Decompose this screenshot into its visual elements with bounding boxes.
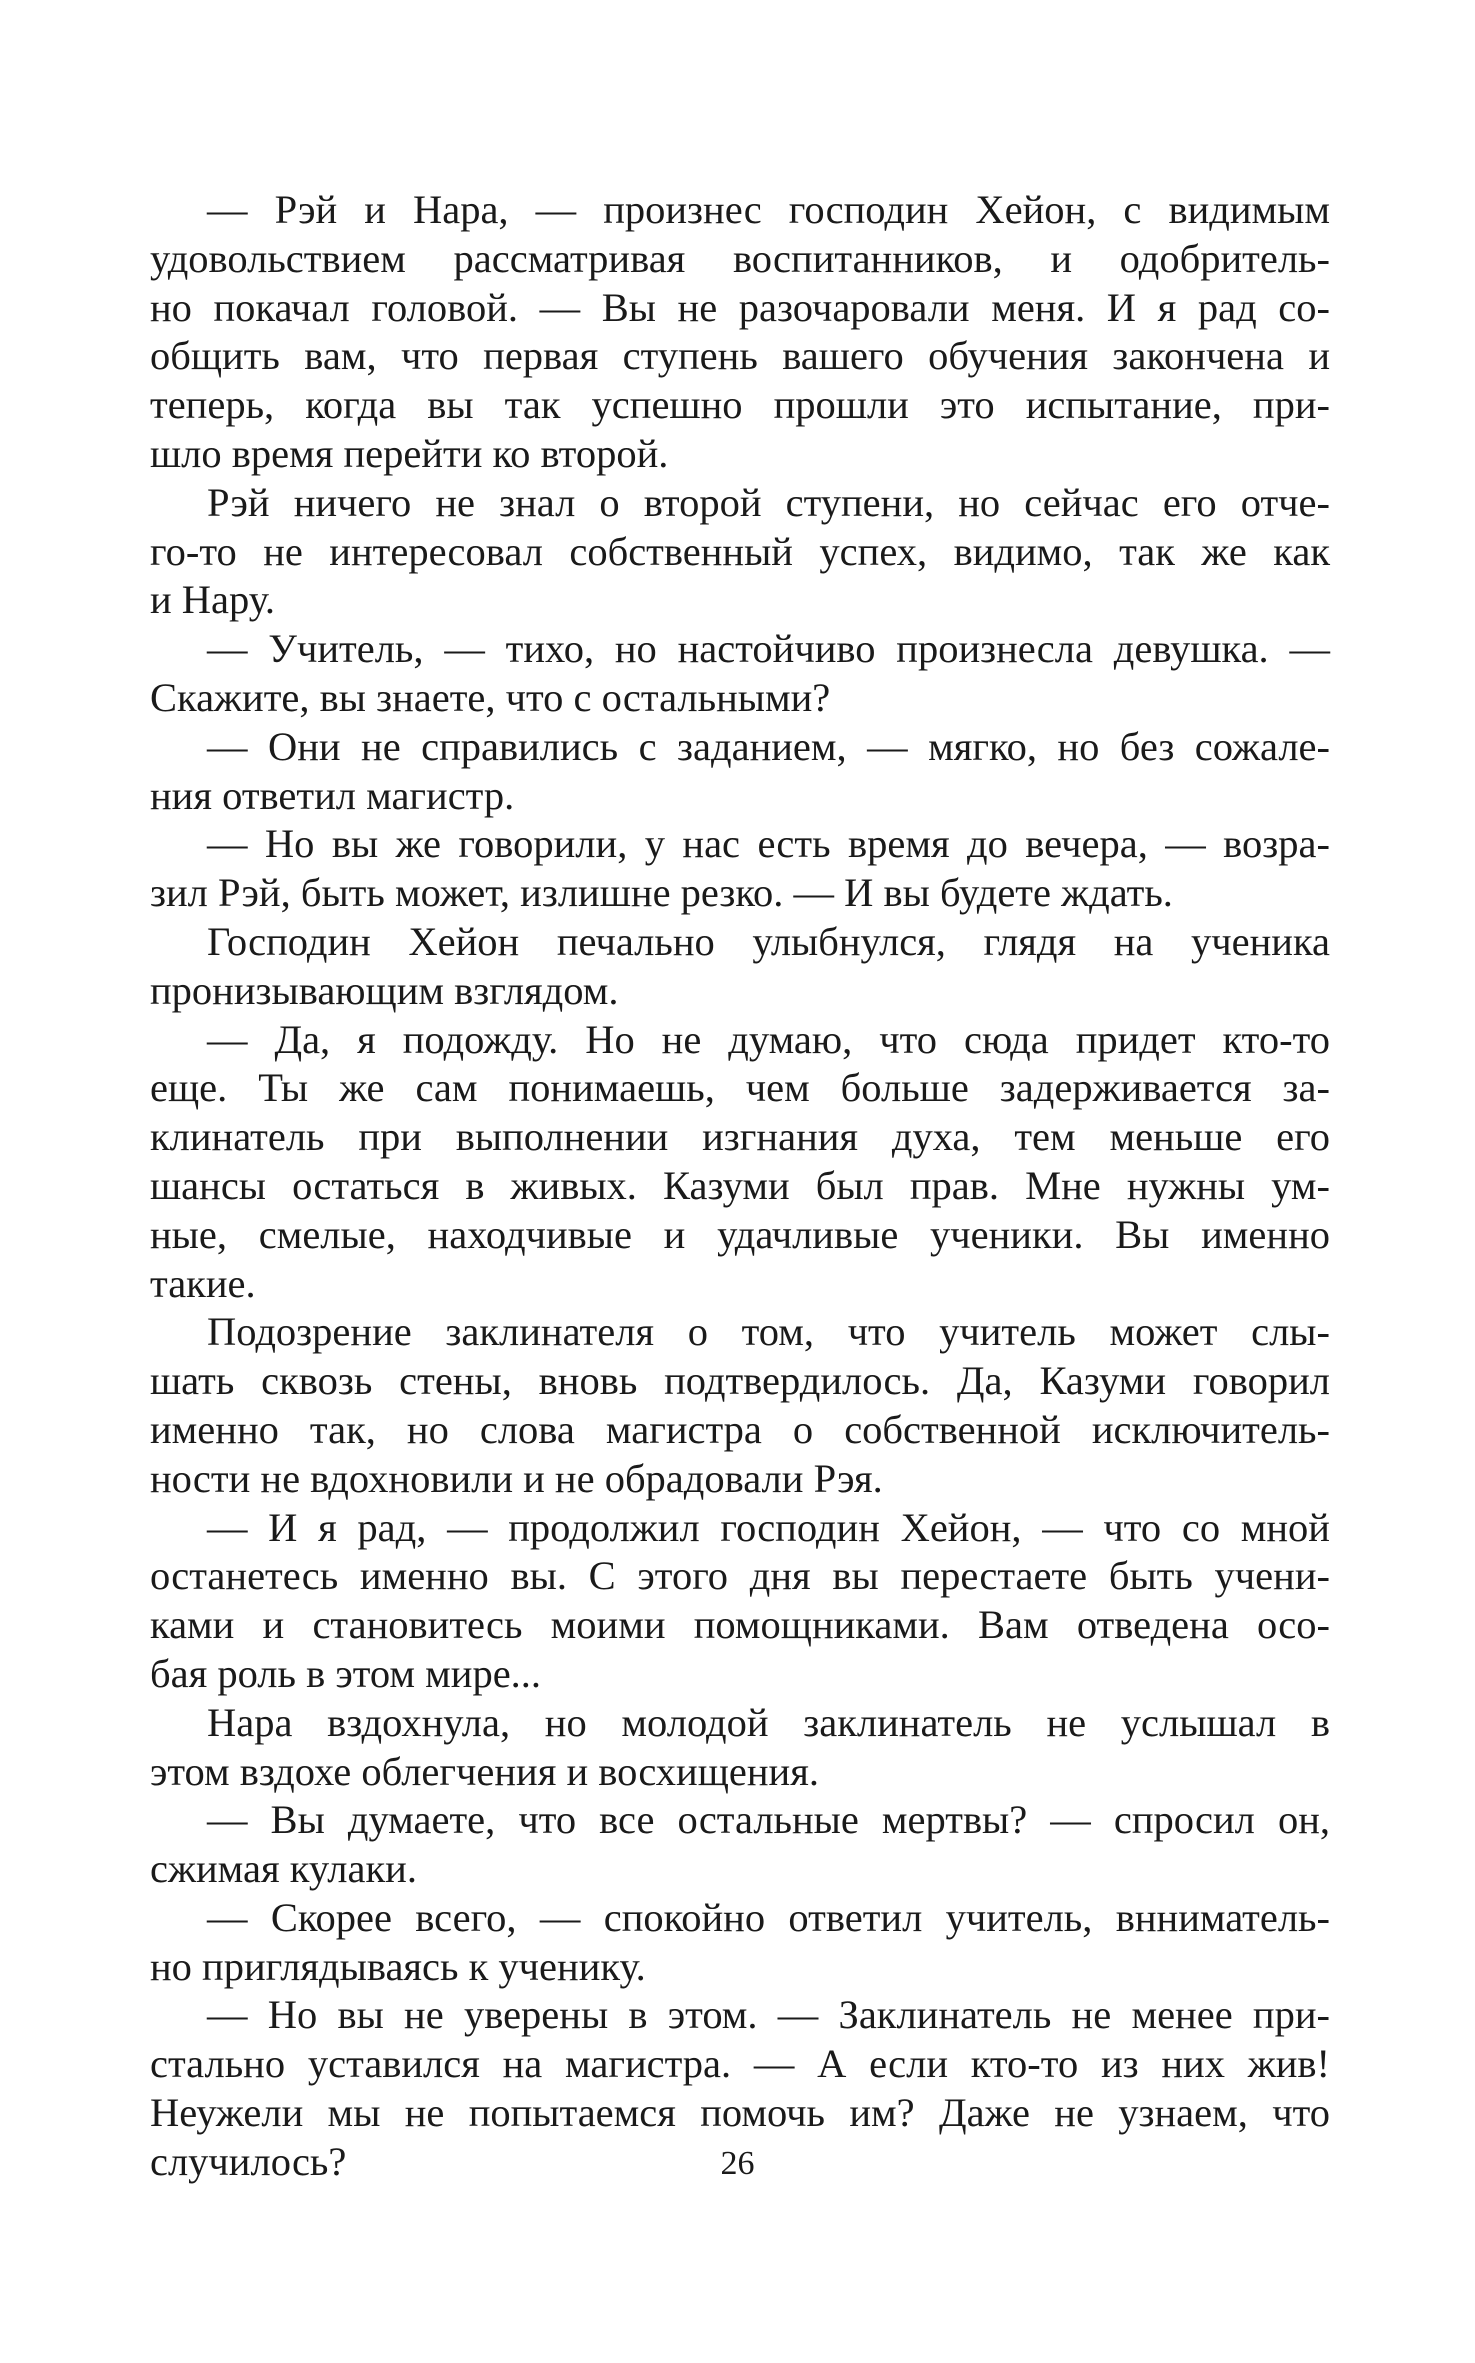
text-line: Нара вздохнула, но молодой заклинатель не услышал в [207,1699,1330,1745]
text-line: — Но вы не уверены в этом. — Заклинатель не менее при- [207,1992,1330,2038]
text-line: Рэй ничего не знал о второй ступени, но сейчас его отче- [207,479,1330,525]
text-line: этом вздохе облегчения и восхищения. [150,1748,819,1794]
text-line: Скажите, вы знаете, что с остальными? [150,674,831,720]
paragraph [150,820,1330,918]
text-line: пронизывающим взглядом. [150,967,619,1013]
text-line: останетесь именно вы. С этого дня вы перестаете быть учени- [150,1553,1330,1599]
text-line: — Рэй и Нара, — произнес господин Хейон, с видимым [207,187,1330,232]
text-line: общить вам, что первая ступень вашего обучения закончена и [150,333,1330,379]
text-line: — Они не справились с заданием, — мягко, но без сожале- [207,723,1330,769]
text-line: — И я рад, — продолжил господин Хейон, — что со мной [207,1504,1330,1550]
text-line: — Да, я подожду. Но не думаю, что сюда придет кто-то [207,1016,1330,1062]
text-line: Господин Хейон печально улыбнулся, глядя на ученика [207,918,1330,964]
paragraph [150,723,1330,821]
text-line: — Но вы же говорили, у нас есть время до вечера, — возра- [207,821,1330,867]
text-line: но покачал головой. — Вы не разочаровали меня. И я рад со- [150,284,1330,330]
text-line: и Нару. [150,577,276,623]
paragraph [150,1894,1330,1992]
text-line: зил Рэй, быть может, излишне резко. — И вы будете ждать. [150,870,1173,916]
text-line: такие. [150,1260,256,1306]
text-line: сжимая кулаки. [150,1846,417,1892]
text-line: ные, смелые, находчивые и удачливые ученики. Вы именно [150,1211,1330,1257]
paragraph [150,1308,1330,1503]
paragraph [150,1699,1330,1797]
page-text [150,186,1330,2187]
text-line: бая роль в этом мире... [150,1650,542,1696]
text-line: Неужели мы не попытаемся помочь им? Даже не узнаем, что [150,2090,1330,2136]
text-line: — Скорее всего, — спокойно ответил учитель, внниматель- [207,1894,1330,1940]
text-line: еще. Ты же сам понимаешь, чем больше задерживается за- [150,1065,1330,1111]
text-line: — Учитель, — тихо, но настойчиво произнесла девушка. — [207,626,1330,672]
text-line: удовольствием рассматривая воспитанников, и одобритель- [150,235,1330,281]
paragraph [150,1796,1330,1894]
text-line: шать сквозь стены, вновь подтвердилось. Да, Казуми говорил [150,1358,1330,1404]
text-line: ния ответил магистр. [150,772,515,818]
paragraph [150,1016,1330,1309]
text-line: стально уставился на магистра. — А если кто-то из них жив! [150,2041,1330,2087]
text-line: но приглядываясь к ученику. [150,1943,646,1989]
text-line: клинатель при выполнении изгнания духа, тем меньше его [150,1114,1330,1160]
text-line: теперь, когда вы так успешно прошли это испытание, при- [150,382,1330,428]
text-line: случилось? [150,2138,347,2184]
text-line: ками и становитесь моими помощниками. Вам отведена осо- [150,1602,1330,1648]
paragraph [150,479,1330,625]
text-line: ности не вдохновили и не обрадовали Рэя. [150,1455,883,1501]
page-number: 26 [720,2145,755,2182]
paragraph [150,1504,1330,1699]
paragraph [150,186,1330,479]
paragraph [150,918,1330,1016]
text-line: именно так, но слова магистра о собственной исключитель- [150,1406,1330,1452]
paragraph [150,625,1330,723]
text-line: го-то не интересовал собственный успех, видимо, так же как [150,528,1330,574]
text-line: — Вы думаете, что все остальные мертвы? — спросил он, [207,1797,1330,1843]
text-line: Подозрение заклинателя о том, что учитель может слы- [207,1309,1330,1355]
text-line: шансы остаться в живых. Казуми был прав. Мне нужны ум- [150,1162,1330,1208]
text-line: шло время перейти ко второй. [150,430,669,476]
